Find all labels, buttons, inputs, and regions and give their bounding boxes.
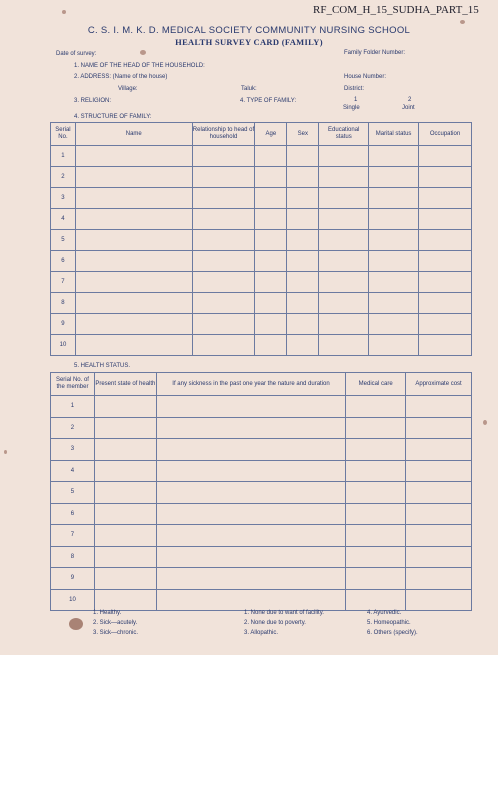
table-row [51, 188, 472, 209]
name-cell[interactable] [75, 146, 192, 167]
education-cell[interactable] [319, 293, 369, 314]
relationship-cell[interactable] [192, 167, 255, 188]
medical-care-cell[interactable] [346, 503, 406, 525]
sex-cell[interactable] [287, 335, 319, 356]
legend-care-2: 2. None due to poverty. [244, 620, 306, 626]
col-marital-status: Marital status [369, 123, 419, 146]
col-serial-no: Serial No. [51, 123, 76, 146]
name-cell[interactable] [75, 188, 192, 209]
legend-health-2: 2. Sick—acutely. [93, 620, 138, 626]
table-row [51, 314, 472, 335]
address-label: 2. ADDRESS: (Name of the house) [74, 74, 168, 80]
sex-cell[interactable] [287, 293, 319, 314]
sex-cell[interactable] [287, 146, 319, 167]
row-serial: 5 [51, 230, 76, 251]
education-cell[interactable] [319, 230, 369, 251]
medical-care-cell[interactable] [346, 568, 406, 590]
table-row [51, 230, 472, 251]
age-cell[interactable] [255, 188, 287, 209]
family-option-2-label: Joint [402, 105, 415, 111]
legend-care-3: 3. Allopathic. [244, 630, 279, 636]
col-approximate-cost: Approximate cost [406, 373, 472, 396]
row-serial: 2 [51, 417, 95, 439]
cost-cell[interactable] [406, 417, 472, 439]
table-row [51, 525, 472, 547]
row-serial: 3 [51, 439, 95, 461]
ink-stain [483, 420, 487, 425]
marital-cell[interactable] [369, 251, 419, 272]
age-cell[interactable] [255, 314, 287, 335]
legend-care-5: 5. Homeopathic. [367, 620, 411, 626]
table-row [51, 482, 472, 504]
cost-cell[interactable] [406, 503, 472, 525]
cost-cell[interactable] [406, 439, 472, 461]
health-state-cell[interactable] [94, 568, 156, 590]
relationship-cell[interactable] [192, 230, 255, 251]
age-cell[interactable] [255, 272, 287, 293]
row-serial: 8 [51, 293, 76, 314]
marital-cell[interactable] [369, 230, 419, 251]
table-row [51, 272, 472, 293]
sickness-cell[interactable] [156, 417, 345, 439]
district-label: District: [344, 86, 364, 92]
head-of-household-label: 1. NAME OF THE HEAD OF THE HOUSEHOLD: [74, 63, 205, 69]
sickness-cell[interactable] [156, 482, 345, 504]
table-row [51, 251, 472, 272]
table-row [51, 146, 472, 167]
religion-label: 3. RELIGION: [74, 98, 112, 104]
occupation-cell[interactable] [419, 167, 472, 188]
row-serial: 10 [51, 589, 95, 611]
card-title: HEALTH SURVEY CARD (FAMILY) [175, 37, 323, 47]
medical-care-cell[interactable] [346, 460, 406, 482]
row-serial: 10 [51, 335, 76, 356]
col-sickness: If any sickness in the past one year the nature and duration [156, 373, 345, 396]
sex-cell[interactable] [287, 188, 319, 209]
row-serial: 7 [51, 272, 76, 293]
name-cell[interactable] [75, 272, 192, 293]
legend-care-6: 6. Others (specify). [367, 630, 418, 636]
age-cell[interactable] [255, 251, 287, 272]
cost-cell[interactable] [406, 482, 472, 504]
row-serial: 9 [51, 314, 76, 335]
type-of-family-label: 4. TYPE OF FAMILY: [240, 98, 297, 104]
medical-care-cell[interactable] [346, 439, 406, 461]
medical-care-cell[interactable] [346, 546, 406, 568]
name-cell[interactable] [75, 314, 192, 335]
marital-cell[interactable] [369, 272, 419, 293]
table-row [51, 335, 472, 356]
occupation-cell[interactable] [419, 293, 472, 314]
education-cell[interactable] [319, 314, 369, 335]
education-cell[interactable] [319, 146, 369, 167]
occupation-cell[interactable] [419, 188, 472, 209]
education-cell[interactable] [319, 167, 369, 188]
occupation-cell[interactable] [419, 230, 472, 251]
education-cell[interactable] [319, 188, 369, 209]
legend-care-1: 1. None due to want of facility. [244, 610, 324, 616]
col-educational-status: Educational status [319, 123, 369, 146]
structure-header-row [51, 123, 472, 146]
name-cell[interactable] [75, 251, 192, 272]
sickness-cell[interactable] [156, 503, 345, 525]
sex-cell[interactable] [287, 167, 319, 188]
legend-health-3: 3. Sick—chronic. [93, 630, 139, 636]
marital-cell[interactable] [369, 167, 419, 188]
cost-cell[interactable] [406, 568, 472, 590]
col-member-serial: Serial No. of the member [51, 373, 95, 396]
age-cell[interactable] [255, 230, 287, 251]
health-state-cell[interactable] [94, 546, 156, 568]
occupation-cell[interactable] [419, 251, 472, 272]
occupation-cell[interactable] [419, 146, 472, 167]
table-row [51, 503, 472, 525]
health-state-cell[interactable] [94, 439, 156, 461]
occupation-cell[interactable] [419, 272, 472, 293]
occupation-cell[interactable] [419, 335, 472, 356]
family-option-1-number: 1 [354, 97, 358, 103]
cost-cell[interactable] [406, 460, 472, 482]
sickness-cell[interactable] [156, 589, 345, 611]
marital-cell[interactable] [369, 314, 419, 335]
table-row [51, 417, 472, 439]
marital-cell[interactable] [369, 209, 419, 230]
education-cell[interactable] [319, 272, 369, 293]
row-serial: 7 [51, 525, 95, 547]
cost-cell[interactable] [406, 396, 472, 418]
cost-cell[interactable] [406, 589, 472, 611]
row-serial: 3 [51, 188, 76, 209]
sex-cell[interactable] [287, 230, 319, 251]
row-serial: 6 [51, 251, 76, 272]
row-serial: 1 [51, 396, 95, 418]
family-structure-table [50, 122, 472, 356]
cost-cell[interactable] [406, 546, 472, 568]
school-title: C. S. I. M. K. D. MEDICAL SOCIETY COMMUNITY NURSING SCHOOL [87, 25, 411, 36]
health-state-cell[interactable] [94, 482, 156, 504]
age-cell[interactable] [255, 167, 287, 188]
sex-cell[interactable] [287, 314, 319, 335]
relationship-cell[interactable] [192, 335, 255, 356]
marital-cell[interactable] [369, 188, 419, 209]
col-relationship: Relationship to head of household [192, 123, 255, 146]
health-status-heading: 5. HEALTH STATUS. [74, 363, 131, 369]
sickness-cell[interactable] [156, 568, 345, 590]
relationship-cell[interactable] [192, 293, 255, 314]
legend-health-1: 1. Healthy. [93, 610, 122, 616]
ink-stain [4, 450, 7, 454]
table-row [51, 396, 472, 418]
name-cell[interactable] [75, 230, 192, 251]
house-number-label: House Number: [344, 74, 387, 80]
health-state-cell[interactable] [94, 460, 156, 482]
row-serial: 8 [51, 546, 95, 568]
table-row [51, 460, 472, 482]
row-serial: 4 [51, 209, 76, 230]
age-cell[interactable] [255, 335, 287, 356]
relationship-cell[interactable] [192, 209, 255, 230]
relationship-cell[interactable] [192, 251, 255, 272]
col-age: Age [255, 123, 287, 146]
sickness-cell[interactable] [156, 546, 345, 568]
legend-care-4: 4. Ayurvedic. [367, 610, 402, 616]
date-of-survey-label: Date of survey: [56, 51, 97, 57]
row-serial: 4 [51, 460, 95, 482]
relationship-cell[interactable] [192, 188, 255, 209]
health-state-cell[interactable] [94, 503, 156, 525]
relationship-cell[interactable] [192, 146, 255, 167]
row-serial: 9 [51, 568, 95, 590]
name-cell[interactable] [75, 209, 192, 230]
name-cell[interactable] [75, 293, 192, 314]
name-cell[interactable] [75, 167, 192, 188]
ink-stain [69, 618, 83, 630]
sex-cell[interactable] [287, 272, 319, 293]
health-status-table [50, 372, 472, 611]
row-serial: 5 [51, 482, 95, 504]
health-state-cell[interactable] [94, 525, 156, 547]
relationship-cell[interactable] [192, 272, 255, 293]
education-cell[interactable] [319, 251, 369, 272]
medical-care-cell[interactable] [346, 589, 406, 611]
table-row [51, 568, 472, 590]
occupation-cell[interactable] [419, 209, 472, 230]
col-present-state: Present state of health [94, 373, 156, 396]
education-cell[interactable] [319, 209, 369, 230]
col-occupation: Occupation [419, 123, 472, 146]
taluk-label: Taluk: [241, 86, 257, 92]
table-row [51, 167, 472, 188]
cost-cell[interactable] [406, 525, 472, 547]
family-folder-number-label: Family Folder Number: [344, 50, 406, 56]
sickness-cell[interactable] [156, 460, 345, 482]
row-serial: 2 [51, 167, 76, 188]
age-cell[interactable] [255, 293, 287, 314]
health-state-cell[interactable] [94, 589, 156, 611]
row-serial: 1 [51, 146, 76, 167]
medical-care-cell[interactable] [346, 482, 406, 504]
structure-heading: 4. STRUCTURE OF FAMILY: [74, 114, 152, 120]
age-cell[interactable] [255, 209, 287, 230]
age-cell[interactable] [255, 146, 287, 167]
table-row [51, 293, 472, 314]
relationship-cell[interactable] [192, 314, 255, 335]
medical-care-cell[interactable] [346, 525, 406, 547]
ink-stain [460, 20, 465, 24]
family-option-2-number: 2 [408, 97, 412, 103]
sickness-cell[interactable] [156, 396, 345, 418]
health-state-cell[interactable] [94, 396, 156, 418]
education-cell[interactable] [319, 335, 369, 356]
health-state-cell[interactable] [94, 417, 156, 439]
family-option-1-label: Single [343, 105, 360, 111]
col-medical-care: Medical care [346, 373, 406, 396]
ink-stain [140, 50, 146, 55]
table-row [51, 439, 472, 461]
village-label: Village: [118, 86, 138, 92]
medical-care-cell[interactable] [346, 396, 406, 418]
health-header-row [51, 373, 472, 396]
col-name: Name [75, 123, 192, 146]
marital-cell[interactable] [369, 335, 419, 356]
ink-stain [62, 10, 66, 14]
table-row [51, 209, 472, 230]
occupation-cell[interactable] [419, 314, 472, 335]
table-row [51, 546, 472, 568]
sickness-cell[interactable] [156, 525, 345, 547]
sex-cell[interactable] [287, 209, 319, 230]
marital-cell[interactable] [369, 146, 419, 167]
col-sex: Sex [287, 123, 319, 146]
sex-cell[interactable] [287, 251, 319, 272]
sickness-cell[interactable] [156, 439, 345, 461]
table-row [51, 589, 472, 611]
reference-code: RF_COM_H_15_SUDHA_PART_15 [313, 4, 479, 16]
medical-care-cell[interactable] [346, 417, 406, 439]
marital-cell[interactable] [369, 293, 419, 314]
name-cell[interactable] [75, 335, 192, 356]
row-serial: 6 [51, 503, 95, 525]
